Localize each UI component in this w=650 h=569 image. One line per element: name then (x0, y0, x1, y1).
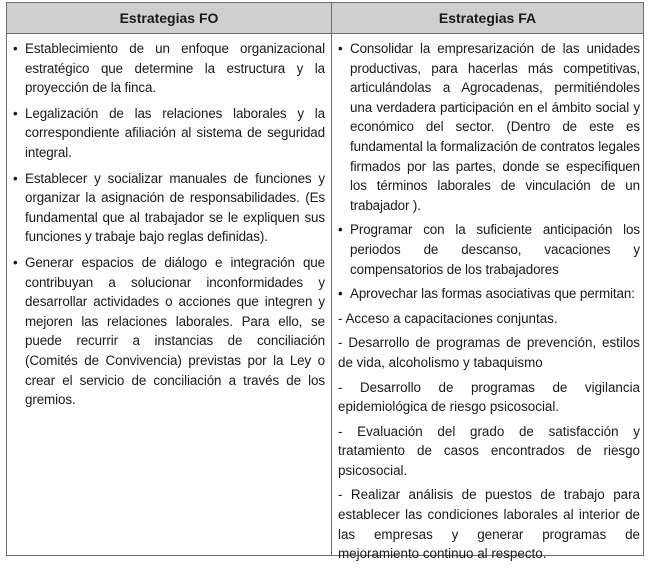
fo-column (13, 39, 325, 416)
fa-subitem-4: - Evaluación del grado de satisfacción y tratamiento de casos encontrados de riesgo psicosocial. (338, 423, 640, 478)
column-divider (331, 3, 332, 555)
fa-column (338, 39, 640, 569)
fa-item-3: • Aprovechar las formas asociativas que permitan: (338, 284, 640, 304)
fa-subitem-3: - Desarrollo de programas de vigilancia epidemiológica de riesgo psicosocial. (338, 379, 640, 415)
table-header-row (7, 3, 643, 34)
header-estrategias-fo: Estrategias FO (119, 10, 219, 26)
fo-item-2: • Legalización de las relaciones laborales y la correspondiente afiliación al sistema de seguridad integral. (13, 104, 325, 163)
fa-subitem-5: - Realizar análisis de puestos de trabajo para establecer las condiciones laborales al interior de las empresas y generar programas de mejoramiento continuo al respecto. (338, 487, 640, 562)
fa-subitem-2: - Desarrollo de programas de prevención, estilos de vida, alcoholismo y tabaquismo (338, 335, 640, 370)
fa-item-2: • Programar con la suficiente anticipación los periodos de descanso, vacaciones y compensatorios de los trabajadores (338, 220, 640, 279)
fo-item-3: • Establecer y socializar manuales de funciones y organizar la asignación de responsabilidades. (Es fundamental que al trabajador se le expliquen sus funciones y trabaje bajo reglas definidas). (13, 169, 325, 247)
fa-subitem-1: - Acceso a capacitaciones conjuntas. (338, 310, 558, 326)
header-estrategias-fa: Estrategias FA (438, 10, 537, 26)
fo-item-1: • Establecimiento de un enfoque organizacional estratégico que determine la estructura y la proyección de la finca. (13, 39, 325, 98)
fo-item-4: • Generar espacios de diálogo e integración que contribuyan a solucionar inconformidades y desarrollar actividades o acciones que integren y mejoren las relaciones laborales. Para ello, se puede recurrir a instancias de conciliación (Comités de Convivencia) previstas por la Ley o crear el servicio de conciliación a través de los gremios. (13, 253, 325, 410)
strategies-table (6, 2, 644, 562)
fa-item-1: • Consolidar la empresarización de las unidades productivas, para hacerlas más competitivas, articulándolas a Agrocadenas, permitiéndoles una verdadera participación en el ámbito social y económico del sector. (Dentro de este es fundamental la formalización de contratos legales firmados por las partes, donde se especifiquen los términos laborales de vinculación de un trabajador ). (338, 39, 640, 215)
